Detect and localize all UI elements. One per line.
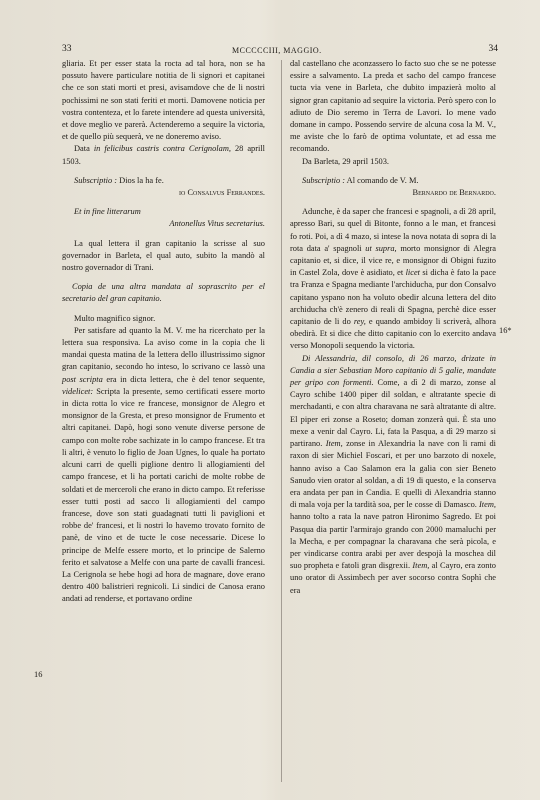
subscriptio-line: Subscriptio : Al comando de V. M. — [302, 175, 419, 185]
secretary-signature: Antonellus Vitus secretarius. — [169, 219, 265, 229]
column-divider — [281, 60, 282, 782]
left-margin-number: 16 — [34, 670, 43, 679]
paragraph: Di Alessandria, dil consolo, di 26 marzo, drizate in Candia a sier Sebastian Moro capitanio di 5 galie, mandate per gripo con formenti. Come, a dì 2 di marzo, zonse al Cayro schibe 1400 piper dil soldan, e altratante specie di merchadanti, e con altra charavana ne sarà altratante di altre. El piper eri zonse a Roseto; doman zonzerà qui. È sta uno mexe a venir dal Cayro. Li, fata la Pasqua, a dì 29 marzo si partirano. Item, zonse in Alexandria la nave con li rami di raxon di sier Michiel Foscari, et per uno barzoto di noxele, hanno aviso a Cao Salamon era la galia con sier Beneto Sanudo vien orator al soldan, a dì 19 di questo, e la conserva era andata per pan in Candia. E quelli di Alexandria stanno di mala voja per la tardità soa, per le cosse di Damasco. Item, hanno tolto a rata la nave patron Hironimo Sagredo. Et poi Pasqua dia partir l'armirajo grando con 2000 mamaluchi per la Mecha, e per compagnar la charavana che serà picola, e per vindicarse contra arabi per aver despojà la moschea dil suo propheta e fatoli gran disgrexii. Item, al Cayro, era zonto uno orator di Assimbech per aver socorso contra Sophì che era — [290, 353, 496, 595]
running-title: MCCCCCIII, MAGGIO. — [232, 46, 322, 55]
in-fine-line: Et in fine litterarum — [74, 207, 141, 217]
right-page-number: 34 — [488, 44, 498, 54]
signature: Bernardo de Bernardo. — [412, 188, 496, 198]
signature: io Consalvus Ferrandes. — [179, 188, 265, 198]
letter-body: Per satisfare ad quanto la M. V. me ha ricerchato per la lettera sua responsiva. La aviso come in la copia che li mandai questa matina de la lettera dello illustrissimo signor gran capitanio, secondo ho inteso, lo scrivano ce lassò una post scripta era in dicta lettera, che è del tenor sequente, videlicet: Scripta la presente, semo certificati essere morto in dicta rotta lo vice re francese, monsignor de Alegro et monsignor de la Gresta, et preso monsignor de Frumento et altri capitanei. Dapò, hogi sono venute diverse persone de campo con molte robe sachizate in lo campo francese. Et tra li altri, è venuto lo figlio de Joan Ugnes, lo quale ha portato alcuni carri de quelli piglione dentro li allogiamienti del campo francese, et li ha portati carichi de molte robbe de soldati et de merceroli che erano in dicto campo. Et referisse esser tutti posti ad sacco li allogiamienti del campo francese, dove son stati guadagnati tutti li paviglioni et robbe de' francesi, et li nostri lo havemo trovato fornito de panè, de vino et de tucte le cose necessarie. Dicese lo principe de Melfe essere morto, et lo principe de Salerno ferito et salvatose a Melfe con una parte de cavalli francesi. La Cerignola se hebe hogi ad hora de magnare, dove erano dentro 400 balistrieri regnicoli. Li sindici de Canosa erano andati ad renderse, et portavano ordine — [62, 325, 266, 604]
paragraph: dal castellano che aconzassero lo facto suo che se ne potesse essire a salvamento. La preda et sacho del campo francese tucta via vene in Barleta, che dubito impazierà molto al signor gran capitanio ad sequire la victoria. Però spero con lo adiuto de Dio seremo in Terra de Lavori. Io mene vado domane in campo. Possendo servire de alcuna cosa la M. V., me aviste che lo farò de optima voluntate, et ad essa me recomando. — [290, 59, 496, 154]
paragraph: gliaria. Et per esser stata la rocta ad tal hora, non se ha possuto havere particulare notitia de li signori et capitanei che ce son stati morti et presi, avisamdove che de li nostri pochissimi ne son stati feriti et morti. Damovene noticia per vostra contenteza, et lo farete intendere ad questa università, et dove meglio ve parerà. Actenderemo a sequire la victoria, et de quello più sequerà, ve ne doneremo aviso. — [62, 59, 265, 142]
copy-title: Copia de una altra mandata al soprascrito per el secretario del gran capitanio. — [62, 282, 265, 304]
left-page-number: 33 — [62, 44, 72, 54]
right-margin-number: 16* — [499, 326, 512, 335]
date-line: Data in felicibus castris contra Cerignolam, 28 aprill 1503. — [62, 144, 265, 166]
date-line: Da Barleta, 29 april 1503. — [302, 156, 389, 166]
salutation: Multo magnifico signor. — [74, 313, 156, 323]
paragraph: La qual lettera il gran capitanio la scrisse al suo governador in Barleta, el qual auto, subito la mandò al nostro governador di Trani. — [62, 238, 265, 273]
left-column — [62, 58, 265, 606]
right-column — [290, 58, 496, 597]
subscriptio-line: Subscriptio : Dios la ha fe. — [74, 175, 164, 185]
paragraph: Adunche, è da saper che francesi e spagnoli, a dì 28 april, apresso Bari, su quel di Bitonte, fonno a le man, et francesi fo roti. Poi, a dì 4 mazo, si intese la nova notata di sopra di la rota data a' spagnoli ut supra, morto monsignor di Alegra capitanio et, si dice, il vice re, e monsignor di Obigni fuzito in Castel Zola, dove è asidiato, et licet si dicha è fato la pace tra Franza e Spagna mediante l'archiducha, pur don Consalvo capitano yspano non ha voluto obedir alcuna lettera del dito archiducha ch'è zenero di reali di Spagna, perchè dice esser capitanio de li do rey, e quando ambidoy li scriverà, alhora obedirà. Et si dice che ditto capitanio con lo exercito andava verso Monopoli sequendo la victoria. — [290, 207, 497, 351]
